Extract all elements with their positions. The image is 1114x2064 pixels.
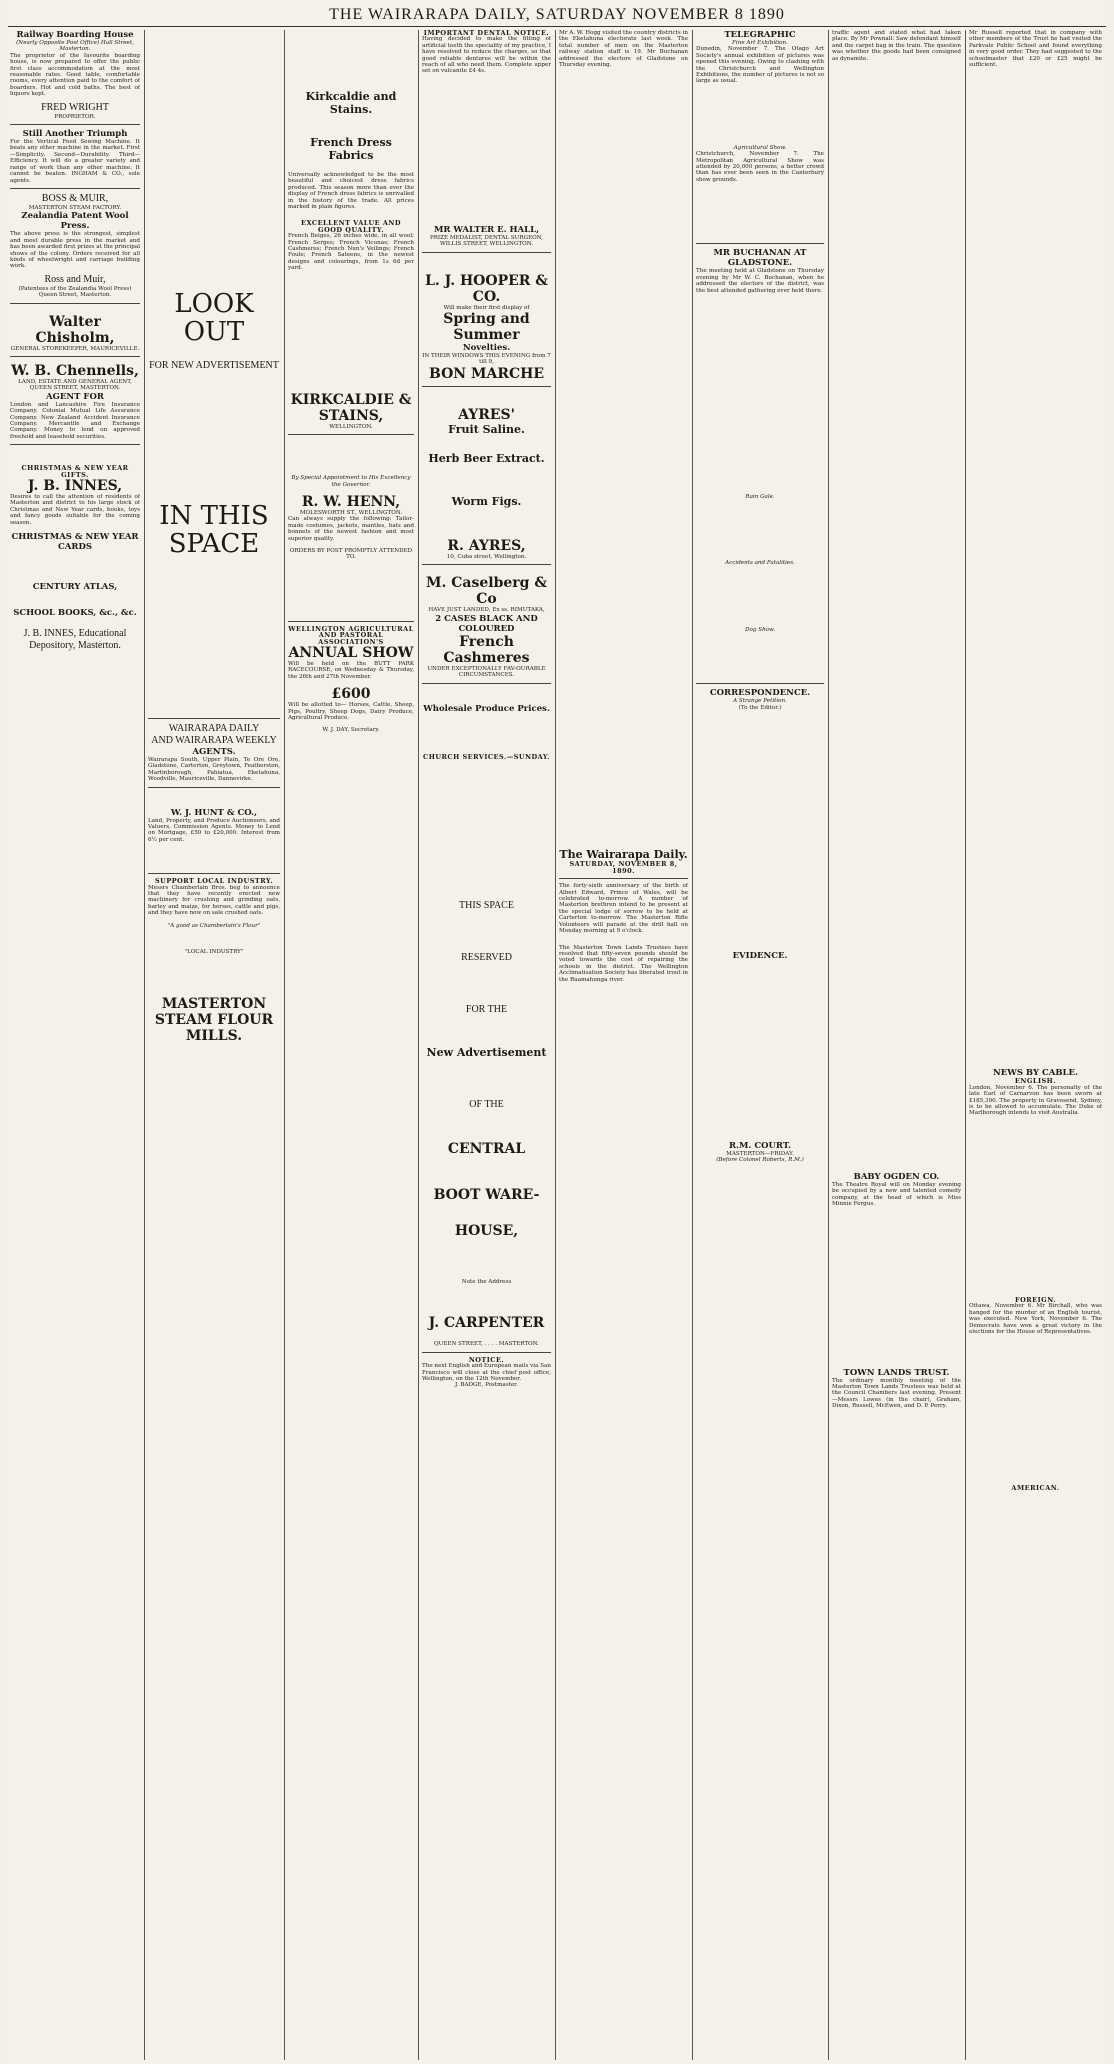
- col5-body3: The Masterton Town Lands Trustees have resolved that fifty-seven pounds should be voted towards the cost of repairing the schools in the district. The Wellington Acclimatisation Society has liberated trout in the Ruamahunga river.: [559, 944, 688, 983]
- chamberlain: Messrs Chamberlain Bros. beg to announce that they have recently erected new machinery for crushing and grinding oats, barley and maize, for horses, cattle and pigs, and they have now on sale crushed oats.: [148, 884, 280, 917]
- prize-sub: Will be allotted to— Horses, Cattle, Sheep, Pigs, Poultry, Sheep Dogs, Dairy Produce, Agricultural Produce.: [288, 702, 414, 721]
- dental-body: Having decided to make the fitting of artificial teeth the speciality of my practice, I have resolved to reduce the charges, so that good reliable dentures will be within the reach of all who need them. Complete upper set on vulcanite £4 4s.: [422, 36, 551, 75]
- innes-footer: J. B. INNES, Educational Depository, Masterton.: [23, 628, 127, 652]
- house: HOUSE,: [454, 1222, 519, 1239]
- windows: IN THEIR WINDOWS THIS EVENING from 7 till 9,: [422, 353, 551, 366]
- ayres-addr: 10, Cuba street, Wellington.: [446, 553, 527, 560]
- railway-body: The proprietor of the favourite boarding house, is now prepared to offer the public first class accommodation at the most reasonable rates. Good table, comfortable rooms, every attention paid to the comfort of boarders. Hot and cold baths. The best of liquors kept.: [10, 52, 140, 98]
- baby: BABY OGDEN CO.: [853, 1172, 940, 1183]
- masthead: THE WAIRARAPA DAILY, SATURDAY NOVEMBER 8 1890: [329, 6, 785, 23]
- novelties: Novelties.: [462, 343, 511, 354]
- casel-sub: HAVE JUST LANDED, Ex ss. RIMUTAKA,: [428, 607, 545, 614]
- daily-title: The Wairarapa Daily.: [559, 848, 688, 862]
- space: THIS SPACE: [459, 899, 514, 911]
- wairarapa-daily: WAIRARAPA DAILY: [168, 723, 260, 734]
- in-this: IN THIS SPACE: [159, 501, 269, 559]
- col5-body1: Mr A. W. Hogg visited the country districts in the Eketahuna electorate last week. The total number of men on the Masterton railway station staff is 19. Mr Buchanan addressed the electors of Gladstone on Thursday evening.: [559, 30, 688, 69]
- railway-title: Railway Boarding House: [16, 30, 134, 40]
- for-the: FOR THE: [465, 1003, 508, 1015]
- tele: TELEGRAPHIC: [724, 30, 796, 40]
- walter-title: Walter Chisholm,: [35, 313, 115, 346]
- show-body: Will be held on the BUTT PARK RACECOURSE, on Wednesday & Thursday, the 26th and 27th November.: [288, 660, 414, 680]
- queen: QUEEN STREET, . . . . MASTERTON.: [434, 1341, 539, 1348]
- spring: Spring and Summer: [443, 311, 530, 344]
- column-8: [969, 30, 1102, 2060]
- agri-body: Christchurch, November 7. The Metropolitan Agricultural Show was attended by 20,000 persons, a better crowd than has ever been seen in the Canterbury show grounds.: [696, 151, 824, 183]
- wellington-text: WELLINGTON.: [329, 423, 373, 430]
- bon: BON MARCHE: [429, 365, 544, 382]
- henn-body: Can always supply the following: Tailor-made costumes, jackets, mantles, hats and bonnets of the newest fashion and most superior quality.: [288, 516, 414, 542]
- favourable: UNDER EXCEPTIONALLY FAV-OURABLE CIRCUMSTANCES.: [427, 665, 546, 679]
- xmas-title: CHRISTMAS & NEW YEAR GIFTS.: [21, 464, 129, 479]
- ayres-title: AYRES': [458, 406, 515, 423]
- french-title: French Dress Fabrics: [310, 136, 392, 162]
- foreign-body: Ottawa, November 6. Mr Birchall, who was hanged for the murder of an English tourist, was executed. New York, November 6. The Democrats have won a great victory in the elections for the House of Representatives.: [969, 1303, 1102, 1335]
- hunt-title: W. J. HUNT & CO.,: [170, 807, 258, 818]
- town: TOWN LANDS TRUST.: [843, 1367, 950, 1378]
- casel-title: M. Caselberg & Co: [426, 575, 547, 608]
- daily-date: SATURDAY, NOVEMBER 8, 1890.: [569, 860, 678, 875]
- fred-sub: PROPRIETOR.: [54, 113, 96, 120]
- town-body: The ordinary monthly meeting of the Masterton Town Lands Trustees was held at the Council Chambers last evening. Present—Messrs Lowes (in the chair), Graham, Dixon, Russell, McEwen, and D. P. Perry.: [832, 1377, 961, 1410]
- agent-title: AGENT FOR: [46, 391, 104, 402]
- column-rule: [555, 30, 556, 2060]
- henn-sub: MOLESWORTH ST., WELLINGTON.: [299, 509, 403, 516]
- henn-title: R. W. HENN,: [301, 493, 401, 510]
- agent-body: London and Lancashire Fire Insurance Company. Colonial Mutual Life Assurance Company. New Zealand Accident Insurance Company. Mercantile and Exchange Company. Money to lend on approved freehold and leasehold securities.: [10, 401, 140, 440]
- ayres-sig: R. AYRES,: [447, 537, 526, 554]
- wholesale: Wholesale Produce Prices.: [423, 703, 550, 714]
- masthead-rule: [8, 26, 1106, 27]
- note: Note the Address: [461, 1278, 512, 1285]
- boss-body: The above press is the strongest, simplest and most durable press in the market and has been awarded first prizes at the principal shows of the colony. Orders received for all kinds of wheelwright and carriage building work.: [10, 231, 140, 270]
- school: SCHOOL BOOKS, &c., &c.: [13, 608, 137, 619]
- central: CENTRAL: [447, 1140, 526, 1157]
- french-body: Universally acknowledged to be the most beautiful and choicest dress fabrics produced. This season more than ever the display of French dress fabrics is unrivalled in the history of the trade. All prices marked in plain figures.: [288, 172, 414, 211]
- zealandia: Zealandia Patent Wool Press.: [21, 211, 129, 232]
- column-1: [10, 30, 140, 2060]
- innes-body: Desires to call the attention of residents of Masterton and district to his large stock of Christmas and New Year cards, books, toys and fancy goods suitable for the coming season.: [10, 494, 140, 526]
- hooper-sub: Will make their first display of: [443, 304, 530, 311]
- boss-sub: MASTERTON STEAM FACTORY.: [28, 204, 122, 211]
- hooper-title: L. J. HOOPER & CO.: [425, 272, 548, 305]
- flour-title: MASTERTON STEAM FLOUR MILLS.: [154, 995, 274, 1044]
- notice-body: The next English and European mails via San Francisco will close at the chief post office, Wellington, on the 12th November.: [422, 1363, 551, 1382]
- walter-sub: GENERAL STOREKEEPER, MAURICEVILLE.: [10, 345, 140, 352]
- casel-body: 2 CASES BLACK AND COLOURED: [435, 613, 538, 634]
- column-rule: [144, 30, 145, 2060]
- column-4: [422, 30, 551, 2060]
- baby-body: The Theatre Royal will on Monday evening be occupied by a new and talented comedy company, at the head of which is Miss Minnie Fergus.: [832, 1182, 961, 1208]
- hall-title: MR WALTER E. HALL,: [433, 224, 540, 235]
- fine-art: Fine Art Exhibition.: [732, 40, 788, 46]
- rm-sub: MASTERTON—FRIDAY.: [726, 1150, 794, 1157]
- ross-sub: (Patentees of the Zealandia Wool Press) Queen Street, Masterton.: [18, 285, 132, 299]
- fruit: Fruit Saline.: [448, 422, 525, 436]
- rain: Rain Gale.: [745, 493, 775, 500]
- support: SUPPORT LOCAL INDUSTRY.: [154, 877, 274, 886]
- badge: J. BADGE, Postmaster.: [454, 1382, 519, 1389]
- ross-title: Ross and Muir,: [44, 273, 106, 285]
- accidents: Accidents and Fatalities.: [725, 560, 795, 567]
- cable-body: London, November 6. The personalty of the late Earl of Carnarvon has been sworn at £185,390. The property in Gravesend, Sydney, is to be allowed to accumulate. The Duke of Marlborough intends to visit Australia.: [969, 1084, 1102, 1117]
- notice: NOTICE.: [468, 1355, 505, 1364]
- worm: Worm Figs.: [451, 494, 522, 508]
- reserved: RESERVED: [461, 951, 512, 963]
- fred-title: FRED WRIGHT: [41, 101, 109, 113]
- col5-body2: The forty-sixth anniversary of the birth of Albert Edward, Prince of Wales, will be celebrated to-morrow. A number of Masterton brethren intend to be present at the special lodge of sorrow to be held at Carterton to-morrow. The Masterton Rifle Volunteers will parade at the drill hall on Monday morning at 9 o'clock.: [559, 883, 688, 935]
- new-adv: New Advertisement: [426, 1045, 547, 1059]
- cards-title: CHRISTMAS & NEW YEAR CARDS: [11, 532, 139, 553]
- agents-list: Wairarapa South, Upper Plain, Te Ore Ore, Gladstone, Carterton, Greytown, Featherston, Martinborough, Pahiatua, Eketahuna, Woodville, Mauriceville, Dannevirke.: [148, 757, 280, 783]
- of-the: OF THE: [469, 1098, 504, 1110]
- appointment: By Special Appointment to His Excellency the Governor.: [291, 475, 411, 488]
- american: AMERICAN.: [1011, 1484, 1060, 1493]
- herb: Herb Beer Extract.: [428, 451, 545, 465]
- column-6: [696, 30, 824, 2060]
- newspaper-page: [8, 0, 1106, 2064]
- prize: £600: [331, 686, 371, 703]
- agents: AGENTS.: [192, 747, 236, 757]
- corr: CORRESPONDENCE.: [709, 688, 811, 699]
- foreign: FOREIGN.: [1014, 1295, 1056, 1304]
- column-rule: [828, 30, 829, 2060]
- annual: ANNUAL SHOW: [288, 644, 414, 661]
- triumph-body: For the Vertical Feed Sewing Machine. It beats any other machine in the market. First—Simplicity. Second—Durability. Third—Efficiency. It will do a greater variety and range of work than any other machine. It cannot be beaten. INGHAM & CO., sole agents.: [10, 139, 140, 184]
- cashmeres: French Cashmeres: [443, 633, 530, 666]
- cable: NEWS BY CABLE.: [993, 1068, 1078, 1079]
- column-3: [288, 30, 414, 2060]
- century: CENTURY ATLAS,: [32, 582, 118, 593]
- and-weekly: AND WAIRARAPA WEEKLY: [151, 735, 277, 746]
- local: "LOCAL INDUSTRY": [184, 949, 244, 956]
- orders: ORDERS BY POST PROMPTLY ATTENDED TO.: [289, 547, 413, 561]
- dental: IMPORTANT DENTAL NOTICE.: [423, 30, 550, 37]
- boot: BOOT WARE-: [433, 1186, 540, 1203]
- buchanan-body: The meeting held at Gladstone on Thursday evening by Mr W. C. Buchanan, when he addressed the electors of the district, was the best attended gathering ever held there.: [696, 268, 824, 294]
- column-rule: [965, 30, 966, 2060]
- tele-body: Dunedin, November 7. The Otago Art Society's annual exhibition of pictures was opened this evening. Owing to clashing with the Christchurch and Wellington Exhibitions, the number of pictures is not so large as usual.: [696, 46, 824, 85]
- excellent: EXCELLENT VALUE AND GOOD QUALITY.: [301, 219, 401, 234]
- quote: "A good as Chamberlain's Flour": [167, 922, 261, 929]
- hall-sub: PRIZE MEDALIST, DENTAL SURGEON, WILLIS STREET, WELLINGTON.: [429, 234, 544, 248]
- railway-sub: (Nearly Opposite Post Office) Hall Street, Masterton.: [16, 40, 134, 53]
- secretary: W. J. DAY, Secretary.: [322, 727, 380, 734]
- column-rule: [418, 30, 419, 2060]
- look-out: LOOK OUT: [174, 289, 254, 347]
- for-new: FOR NEW ADVERTISEMENT: [149, 360, 279, 371]
- carpenter: J. CARPENTER: [428, 1315, 545, 1332]
- rm: R.M. COURT.: [728, 1140, 792, 1151]
- column-7: [832, 30, 961, 2060]
- col7-body1: traffic agent and stated what had taken place. By Mr Pownall: Saw defendant himself and the carpet bag in the train. The question was whether the goods had been consigned as dynamite.: [832, 30, 961, 62]
- rm-before: (Before Colonel Roberts, R.M.): [716, 1157, 804, 1164]
- column-rule: [284, 30, 285, 2060]
- wasa-title: WELLINGTON AGRICULTURAL AND PASTORAL ASSOCIATION'S: [288, 624, 414, 646]
- boss-title: BOSS & MUIR,: [41, 192, 109, 204]
- petition: A Strange Petition.: [733, 698, 787, 705]
- column-rule: [692, 30, 693, 2060]
- dog: Dog Show.: [745, 626, 775, 633]
- innes-title: J. B. INNES,: [27, 478, 123, 495]
- column-2: [148, 30, 280, 2060]
- chennells-title: W. B. Chennells,: [11, 362, 139, 379]
- english: ENGLISH.: [1014, 1077, 1057, 1086]
- church: CHURCH SERVICES.—SUNDAY.: [423, 752, 550, 761]
- editor: (To the Editor.): [738, 704, 782, 711]
- col8-body1: Mr Russell reported that in company with other members of the Trust he had visited the Parkvale Public School and found everything in very good order. They had suggested to the schoolmaster that £20 or £25 might be sufficient.: [969, 30, 1102, 69]
- prices: French Beiges, 26 inches wide, in all wool; French Serges; French Vicunas; French Cashmeres; French Nun's Veilings; French Foule; French Sateens, in the newest designs and colourings, from 1s 6d per yard.: [288, 233, 414, 272]
- kirk-title: Kirkcaldie and Stains.: [305, 90, 397, 116]
- chennells-sub: LAND, ESTATE AND GENERAL AGENT, QUEEN STREET, MASTERTON.: [18, 378, 132, 392]
- triumph-title: Still Another Triumph: [22, 129, 128, 140]
- hunt-body: Land, Property, and Produce Auctioneers, and Valuers, Commission Agents. Money to Lend on Mortgage, £50 to £20,000. Interest from 6½ per cent.: [148, 817, 280, 843]
- agri: Agricultural Show.: [733, 144, 787, 151]
- evidence: EVIDENCE.: [732, 950, 788, 961]
- column-5: [559, 30, 688, 2060]
- buchanan: MR BUCHANAN AT GLADSTONE.: [713, 248, 807, 269]
- kirk-big: KIRKCALDIE & STAINS,: [290, 391, 412, 424]
